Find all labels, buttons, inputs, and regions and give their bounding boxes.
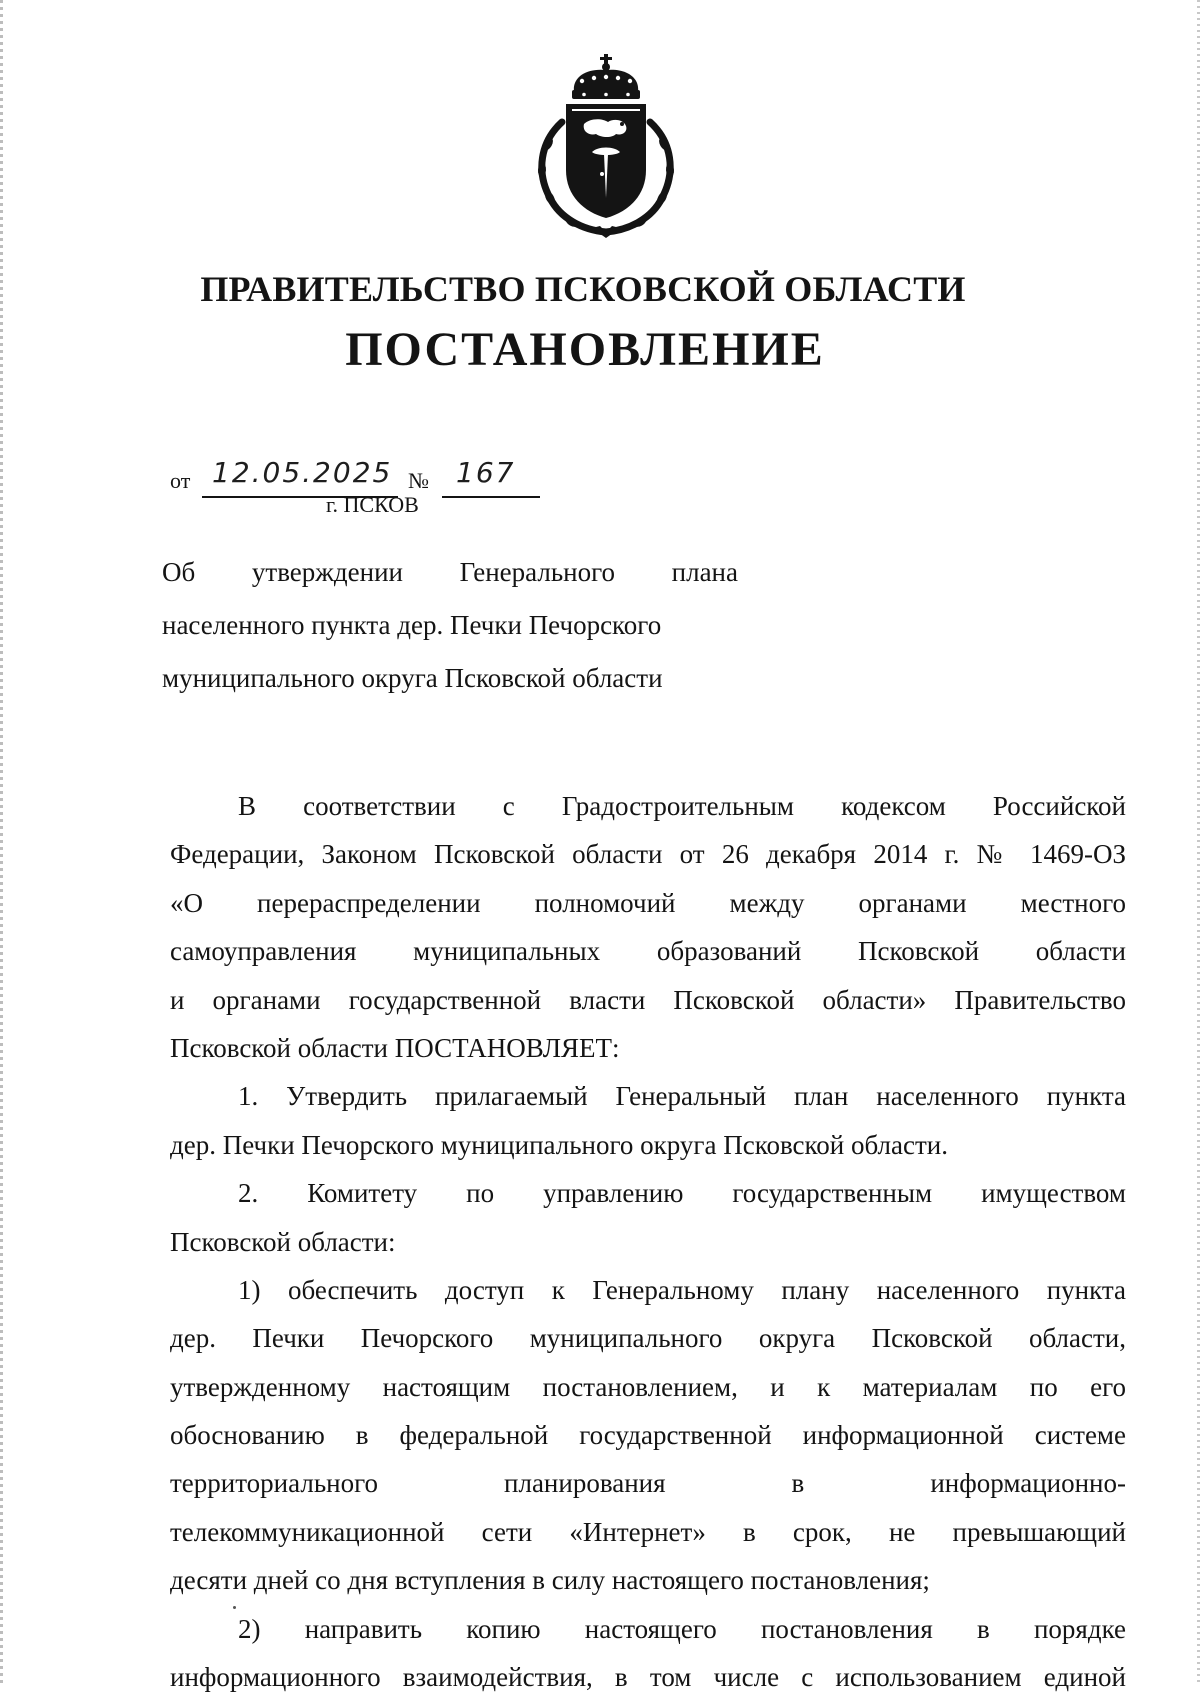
body-line: утвержденному настоящим постановлением, и к материалам по его	[170, 1371, 1126, 1402]
body-line: Псковской области ПОСТАНОВЛЯЕТ:	[170, 1032, 620, 1063]
document-body	[170, 782, 1126, 1701]
crown-icon	[572, 54, 640, 99]
body-line: территориального планирования в информационно-	[170, 1468, 1126, 1499]
body-line: 1) обеспечить доступ к Генеральному плану населенного пункта	[238, 1274, 1126, 1305]
date-prefix: от	[170, 468, 191, 493]
body-line: обоснованию в федеральной государственной информационной системе	[170, 1420, 1126, 1451]
body-line: и органами государственной власти Псковской области» Правительство	[170, 984, 1126, 1015]
city-label: г. ПСКОВ	[326, 492, 419, 517]
body-line: 1. Утвердить прилагаемый Генеральный план населенного пункта	[238, 1081, 1126, 1112]
number-underline	[442, 496, 540, 498]
document-type-heading: ПОСТАНОВЛЕНИЕ	[345, 323, 825, 376]
scan-edge-left	[0, 0, 3, 1686]
body-line: «О перераспределении полномочий между органами местного	[170, 887, 1126, 918]
scan-speck	[233, 1606, 236, 1609]
coat-of-arms-emblem	[532, 52, 682, 242]
handwritten-number: 167	[456, 456, 516, 489]
body-line: Федерации, Законом Псковской области от 26 декабря 2014 г. № 1469-ОЗ	[170, 839, 1126, 870]
body-line: 2. Комитету по управлению государственным имуществом	[238, 1178, 1126, 1209]
subject-line: населенного пункта дер. Печки Печорского	[162, 610, 662, 640]
body-line: дер. Печки Печорского муниципального округа Псковской области,	[170, 1323, 1126, 1354]
body-line: В соответствии с Градостроительным кодексом Российской	[238, 791, 1126, 821]
body-line: дер. Печки Печорского муниципального округа Псковской области.	[170, 1129, 948, 1160]
number-prefix: №	[408, 468, 429, 493]
body-line: информационного взаимодействия, в том числе с использованием единой	[170, 1662, 1126, 1693]
organization-title: ПРАВИТЕЛЬСТВО ПСКОВСКОЙ ОБЛАСТИ	[200, 269, 966, 309]
document-subject	[162, 546, 738, 705]
shield-icon	[566, 104, 646, 218]
body-line: самоуправления муниципальных образований Псковской области	[170, 936, 1126, 967]
subject-line: муниципального округа Псковской области	[162, 663, 663, 693]
body-line: телекоммуникационной сети «Интернет» в срок, не превышающий	[170, 1516, 1126, 1547]
body-line: 2) направить копию настоящего постановления в порядке	[238, 1613, 1126, 1644]
handwritten-date: 12.05.2025	[212, 456, 393, 489]
body-line: десяти дней со дня вступления в силу настоящего постановления;	[170, 1565, 930, 1596]
body-line: Псковской области:	[170, 1226, 396, 1257]
subject-line: Об утверждении Генерального плана	[162, 557, 738, 587]
